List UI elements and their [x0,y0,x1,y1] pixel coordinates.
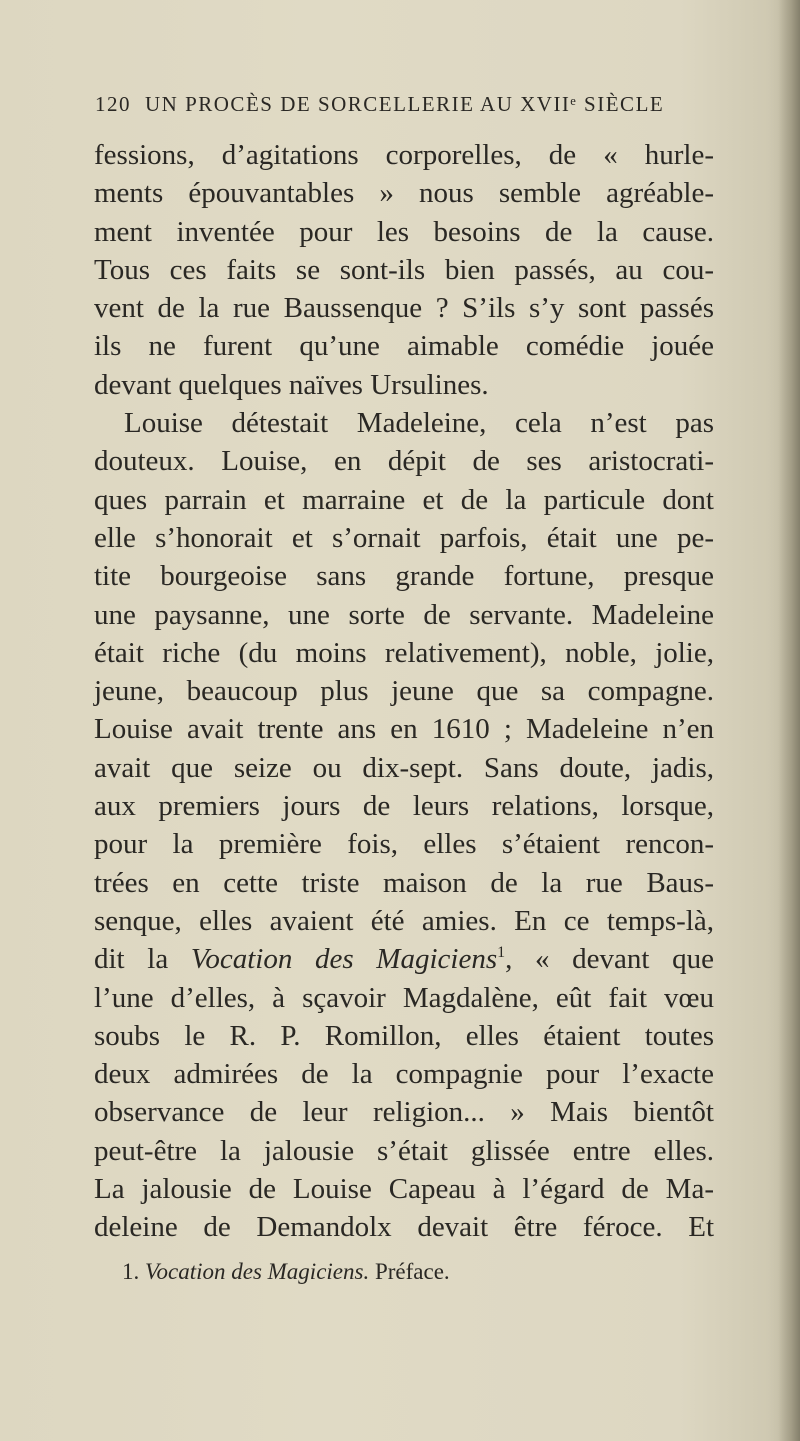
text-line: une paysanne, une sorte de servante. Madeleine [94,598,714,631]
running-title: UN PROCÈS DE SORCELLERIE AU XVIIᵉ SIÈCLE [145,92,665,116]
text-line: devant quelques naïves Ursulines. [94,368,489,401]
text-line: vent de la rue Baussenque ? S’ils s’y sont passés [94,292,714,325]
text-line: douteux. Louise, en dépit de ses aristocrati- [94,445,714,478]
text-line: observance de leur religion... » Mais bientôt [94,1096,714,1129]
text-line: deleine de Demandolx devait être féroce. Et [94,1211,714,1244]
text-line: pour la première fois, elles s’étaient rencon- [94,828,714,861]
text-line: deux admirées de la compagnie pour l’exacte [94,1058,714,1091]
footnote [122,1259,450,1285]
text-line: Louise avait trente ans en 1610 ; Madeleine n’en [94,713,714,746]
text-line: Louise détestait Madeleine, cela n’est pas [124,407,714,440]
text-line: elle s’honorait et s’ornait parfois, était une pe- [94,521,714,554]
text-line: ques parrain et marraine et de la particule dont [94,483,714,516]
page-edge-shadow [778,0,800,1441]
text-line: jeune, beaucoup plus jeune que sa compagne. [94,675,714,708]
text-line: ils ne furent qu’une aimable comédie jouée [94,330,714,363]
text-line: avait que seize ou dix-sept. Sans doute, jadis, [94,751,714,784]
text-line: ment inventée pour les besoins de la cause. [94,215,714,248]
text-line: était riche (du moins relativement), noble, jolie, [94,636,714,669]
text-line: trées en cette triste maison de la rue Baus- [94,866,714,899]
page-number: 120 [95,92,131,116]
text-line: La jalousie de Louise Capeau à l’égard de Ma- [94,1173,714,1206]
text-line: fessions, d’agitations corporelles, de « hurle- [94,139,714,171]
text-line: peut-être la jalousie s’était glissée entre elles. [94,1134,714,1167]
text-line: ments épouvantables » nous semble agréable- [94,177,714,210]
running-header [95,92,795,117]
text-line: l’une d’elles, à sçavoir Magdalène, eût fait vœu [94,981,714,1014]
text-line-with-citation [94,940,714,978]
text-line: soubs le R. P. Romillon, elles étaient toutes [94,1019,714,1052]
footnote-number: 1. [122,1259,140,1284]
text-fragment: , « devant que [505,943,715,976]
footnote-marker: 1 [497,944,506,962]
body-text [94,136,714,1247]
footnote-text: Préface. [374,1259,450,1284]
cited-title: Vocation des Magiciens [190,943,498,976]
text-line: Tous ces faits se sont-ils bien passés, au cou- [94,253,714,286]
text-line: senque, elles avaient été amies. En ce temps-là, [94,904,714,937]
footnote-title: Vocation des Magiciens. [145,1259,370,1284]
text-line: tite bourgeoise sans grande fortune, presque [94,560,714,593]
text-line: aux premiers jours de leurs relations, lorsque, [94,790,714,823]
text-fragment: dit la [94,943,191,976]
